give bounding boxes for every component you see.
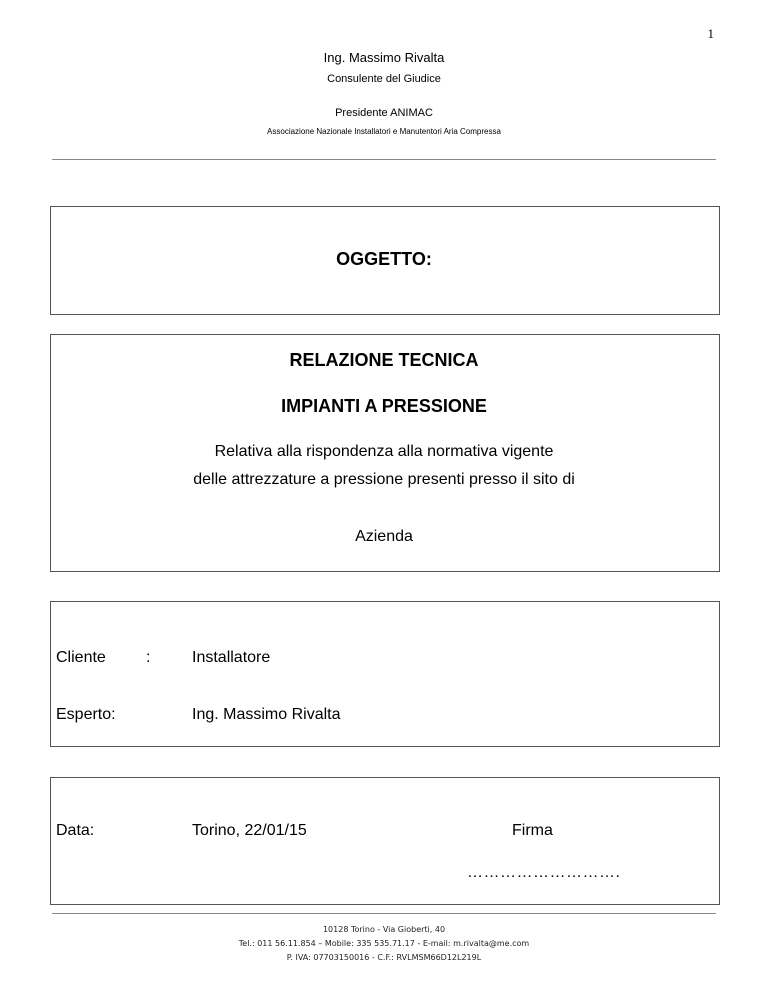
expert-value: Ing. Massimo Rivalta (192, 706, 341, 723)
footer-address: 10128 Torino - Via Gioberti, 40 (322, 925, 446, 934)
subject-label: OGGETTO: (336, 249, 432, 269)
date-signature-box (50, 777, 720, 905)
client-value: Installatore (192, 649, 271, 666)
expert-label: Esperto: (56, 706, 116, 723)
company-name: Azienda (355, 528, 413, 545)
date-value: Torino, 22/01/15 (192, 822, 307, 839)
association-name: Associazione Nazionale Installatori e Manutentori Aria Compressa (267, 127, 501, 136)
report-description-line1: Relativa alla rispondenza alla normativa vigente (214, 443, 554, 460)
client-box (50, 601, 720, 747)
date-label: Data: (56, 822, 95, 839)
report-description-line2: delle attrezzature a pressione presenti presso il sito di (193, 471, 575, 488)
footer-tax-ids: P. IVA: 07703150016 - C.F.: RVLMSM66D12L219L (286, 953, 482, 962)
client-label: Cliente (56, 649, 106, 666)
author-presidency: Presidente ANIMAC (335, 107, 433, 119)
signature-line: ………………………. (467, 864, 621, 881)
footer-divider (52, 913, 716, 914)
author-role: Consulente del Giudice (327, 73, 441, 85)
client-colon: : (146, 649, 151, 666)
report-subtitle: IMPIANTI A PRESSIONE (281, 396, 487, 416)
report-title: RELAZIONE TECNICA (289, 350, 479, 370)
page-number: 1 (707, 26, 714, 41)
footer-contacts: Tel.: 011 56.11.854 – Mobile: 335 535.71.17 - E-mail: m.rivalta@me.com (238, 939, 530, 948)
header-divider (52, 159, 716, 160)
author-name: Ing. Massimo Rivalta (323, 50, 445, 65)
signature-label: Firma (512, 822, 553, 839)
